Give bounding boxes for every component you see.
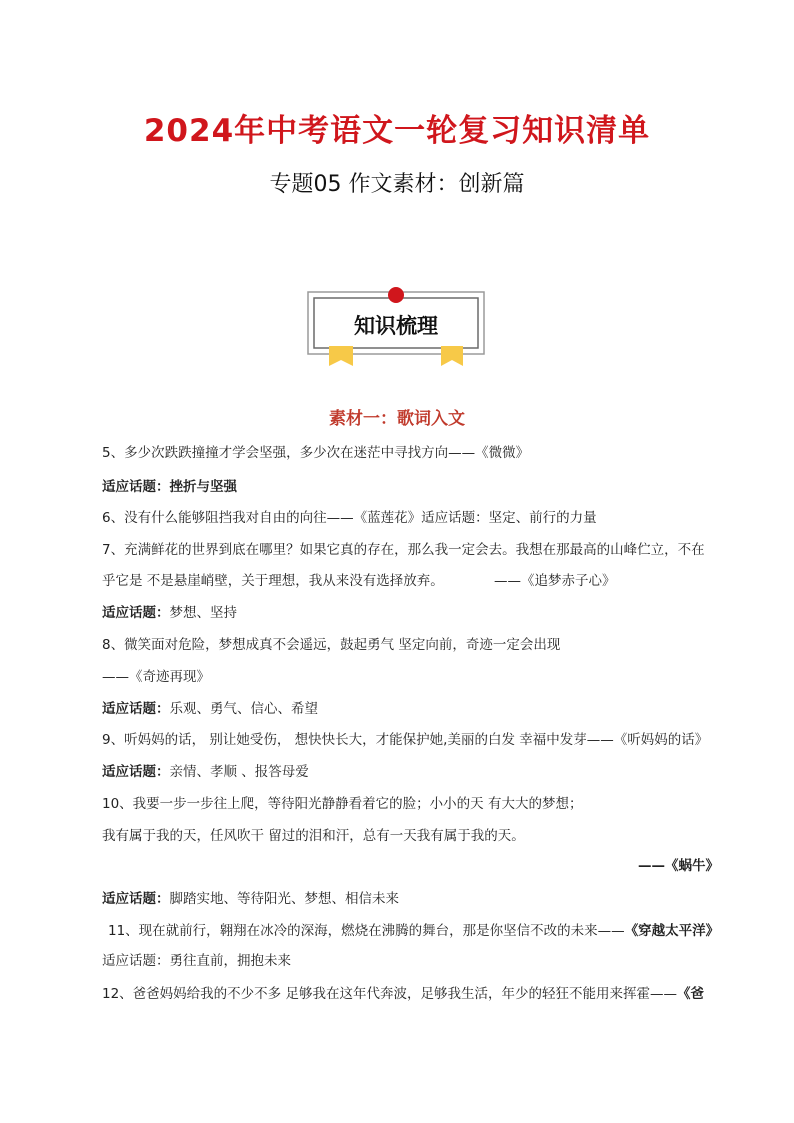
lyric-source: 《穿越太平洋》	[624, 923, 720, 939]
topic-value: 乐观、勇气、信心、希望	[169, 701, 318, 717]
lyric-line-10b: 我有属于我的天，任风吹干 留过的泪和汗，总有一天我有属于我的天。	[102, 828, 525, 844]
topic-line-10	[102, 890, 399, 908]
topic-tag: 适应话题：	[102, 891, 170, 907]
badge-label: 知识梳理	[354, 314, 438, 338]
topic-line-9	[102, 763, 309, 781]
document-subtitle: 专题05 作文素材：创新篇	[269, 172, 525, 197]
ribbon-right-icon	[441, 346, 463, 366]
topic-tag: 适应话题：	[102, 479, 170, 495]
topic-value: 脚踏实地、等待阳光、梦想、相信未来	[169, 891, 399, 907]
lyric-line-5: 5、多少次跌跌撞撞才学会坚强，多少次在迷茫中寻找方向——《微微》	[102, 445, 530, 461]
topic-tag: 适应话题：	[102, 605, 170, 621]
section-title: 素材一：歌词入文	[329, 409, 465, 429]
topic-line-8	[102, 700, 318, 718]
topic-value: 梦想、坚持	[169, 605, 237, 621]
lyric-source: 《爸	[676, 986, 704, 1002]
lyric-text: 11、现在就前行，翱翔在冰冷的深海，燃烧在沸腾的舞台，那是你坚信不改的未来——	[108, 923, 625, 939]
lyric-line-8: 8、微笑面对危险，梦想成真不会遥远，鼓起勇气 坚定向前，奇迹一定会出现	[102, 637, 561, 653]
lyric-source-7: ——《追梦赤子心》	[494, 573, 616, 589]
topic-line-11: 适应话题：勇往直前，拥抱未来	[102, 953, 291, 969]
lyric-line-12	[102, 985, 704, 1003]
topic-line-5	[102, 478, 237, 496]
lyric-text: 12、爸爸妈妈给我的不少不多 足够我在这年代奔波，足够我生活，年少的轻狂不能用来挥霍——	[102, 986, 677, 1002]
document-title: 2024年中考语文一轮复习知识清单	[143, 113, 651, 149]
topic-tag: 适应话题：	[102, 701, 170, 717]
lyric-source-10: ——《蜗牛》	[638, 858, 719, 874]
lyric-line-10a: 10、我要一步一步往上爬，等待阳光静静看着它的脸；小小的天 有大大的梦想；	[102, 796, 583, 812]
lyric-line-6: 6、没有什么能够阻挡我对自由的向往——《蓝莲花》适应话题：坚定、前行的力量	[102, 510, 597, 526]
knowledge-badge	[305, 286, 487, 368]
lyric-source-8: ——《奇迹再现》	[102, 669, 210, 685]
topic-tag: 适应话题：	[102, 764, 170, 780]
lyric-line-7a: 7、充满鲜花的世界到底在哪里？如果它真的存在，那么我一定会去。我想在那最高的山峰伫立，不在	[102, 542, 705, 558]
lyric-line-7b: 乎它是 不是悬崖峭壁，关于理想，我从来没有选择放弃。	[102, 573, 444, 589]
badge-pin-icon	[388, 287, 404, 303]
topic-value: 亲情、孝顺 、报答母爱	[169, 764, 309, 780]
topic-value: 挫折与坚强	[169, 479, 237, 495]
lyric-line-9: 9、听妈妈的话， 别让她受伤， 想快快长大，才能保护她,美丽的白发 幸福中发芽——《听妈妈的话》	[102, 732, 709, 748]
ribbon-left-icon	[329, 346, 353, 366]
lyric-line-11	[108, 922, 719, 940]
topic-line-7	[102, 604, 237, 622]
